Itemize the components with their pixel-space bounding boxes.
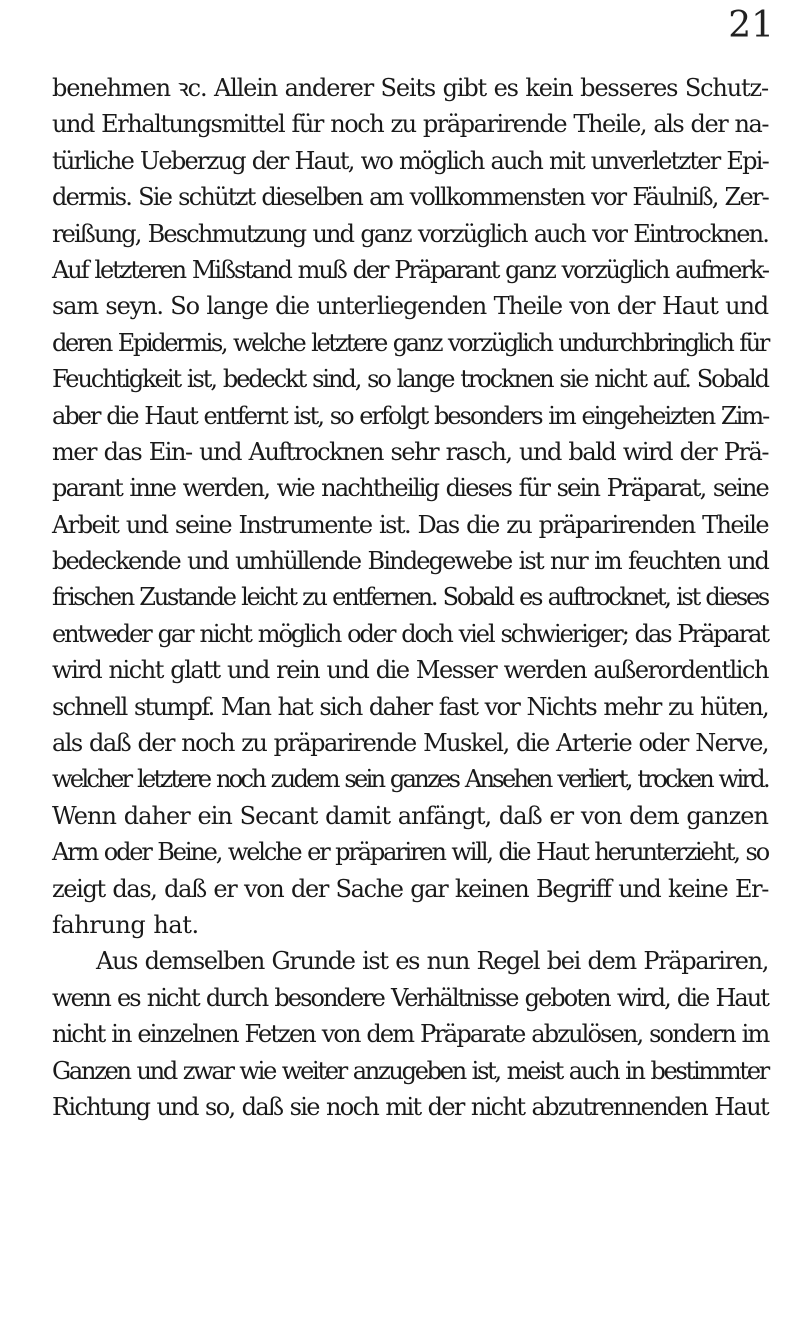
text-line: Feuchtigkeit ist, bedeckt sind, so lange trocknen sie nicht auf. Sobald: [52, 365, 768, 394]
text-line: schnell stumpf. Man hat sich daher fast vor Nichts mehr zu hüten,: [52, 692, 768, 721]
text-line: Ganzen und zwar wie weiter anzugeben ist, meist auch in bestimmter: [52, 1056, 768, 1085]
body-text: [52, 70, 768, 1125]
text-line: wird nicht glatt und rein und die Messer werden außerordentlich: [52, 656, 768, 685]
text-line: parant inne werden, wie nachtheilig dieses für sein Präparat, seine: [52, 474, 768, 503]
text-line: wenn es nicht durch besondere Verhältnisse geboten wird, die Haut: [52, 983, 768, 1012]
page-number: 21: [728, 5, 774, 46]
text-line: benehmen ꝛc. Allein anderer Seits gibt es kein besseres Schutz-: [52, 74, 768, 102]
paragraph-1: [52, 70, 768, 943]
text-line: zeigt das, daß er von der Sache gar keinen Begriff und keine Er-: [52, 874, 768, 903]
text-line: dermis. Sie schützt dieselben am vollkommensten vor Fäulniß, Zer-: [52, 183, 768, 212]
text-line: als daß der noch zu präparirende Muskel, die Arterie oder Nerve,: [52, 729, 768, 758]
text-line: Auf letzteren Mißstand muß der Präparant ganz vorzüglich aufmerk-: [52, 255, 768, 284]
text-line: frischen Zustande leicht zu entfernen. Sobald es auftrocknet, ist dieses: [52, 583, 768, 612]
text-line: Richtung und so, daß sie noch mit der nicht abzutrennenden Haut: [52, 1092, 768, 1121]
text-line: Arbeit und seine Instrumente ist. Das die zu präparirenden Theile: [52, 510, 768, 539]
text-line: welcher letztere noch zudem sein ganzes Ansehen verliert, trocken wird.: [52, 765, 768, 794]
text-line: Aus demselben Grunde ist es nun Regel bei dem Präpariren,: [96, 947, 768, 976]
text-line: mer das Ein- und Auftrocknen sehr rasch, und bald wird der Prä-: [52, 437, 768, 466]
text-line: türliche Ueberzug der Haut, wo möglich auch mit unverletzter Epi-: [52, 146, 768, 175]
text-line: sam seyn. So lange die unterliegenden Theile von der Haut und: [52, 292, 769, 321]
text-line: Arm oder Beine, welche er präpariren will, die Haut herunterzieht, so: [52, 838, 768, 867]
text-line: deren Epidermis, welche letztere ganz vorzüglich undurchbringlich für: [52, 328, 768, 357]
text-line: Wenn daher ein Secant damit anfängt, daß er von dem ganzen: [52, 801, 769, 830]
text-line: aber die Haut entfernt ist, so erfolgt besonders im eingeheizten Zim-: [52, 401, 769, 430]
paragraph-2: [52, 943, 768, 1125]
text-line: fahrung hat.: [52, 910, 199, 939]
text-line: nicht in einzelnen Fetzen von dem Präparate abzulösen, sondern im: [52, 1020, 769, 1049]
text-line: reißung, Beschmutzung und ganz vorzüglich auch vor Eintrocknen.: [52, 219, 768, 248]
text-line: entweder gar nicht möglich oder doch viel schwieriger; das Präparat: [52, 619, 768, 648]
text-line: bedeckende und umhüllende Bindegewebe ist nur im feuchten und: [52, 547, 768, 576]
text-line: und Erhaltungsmittel für noch zu präparirende Theile, als der na-: [52, 110, 768, 139]
